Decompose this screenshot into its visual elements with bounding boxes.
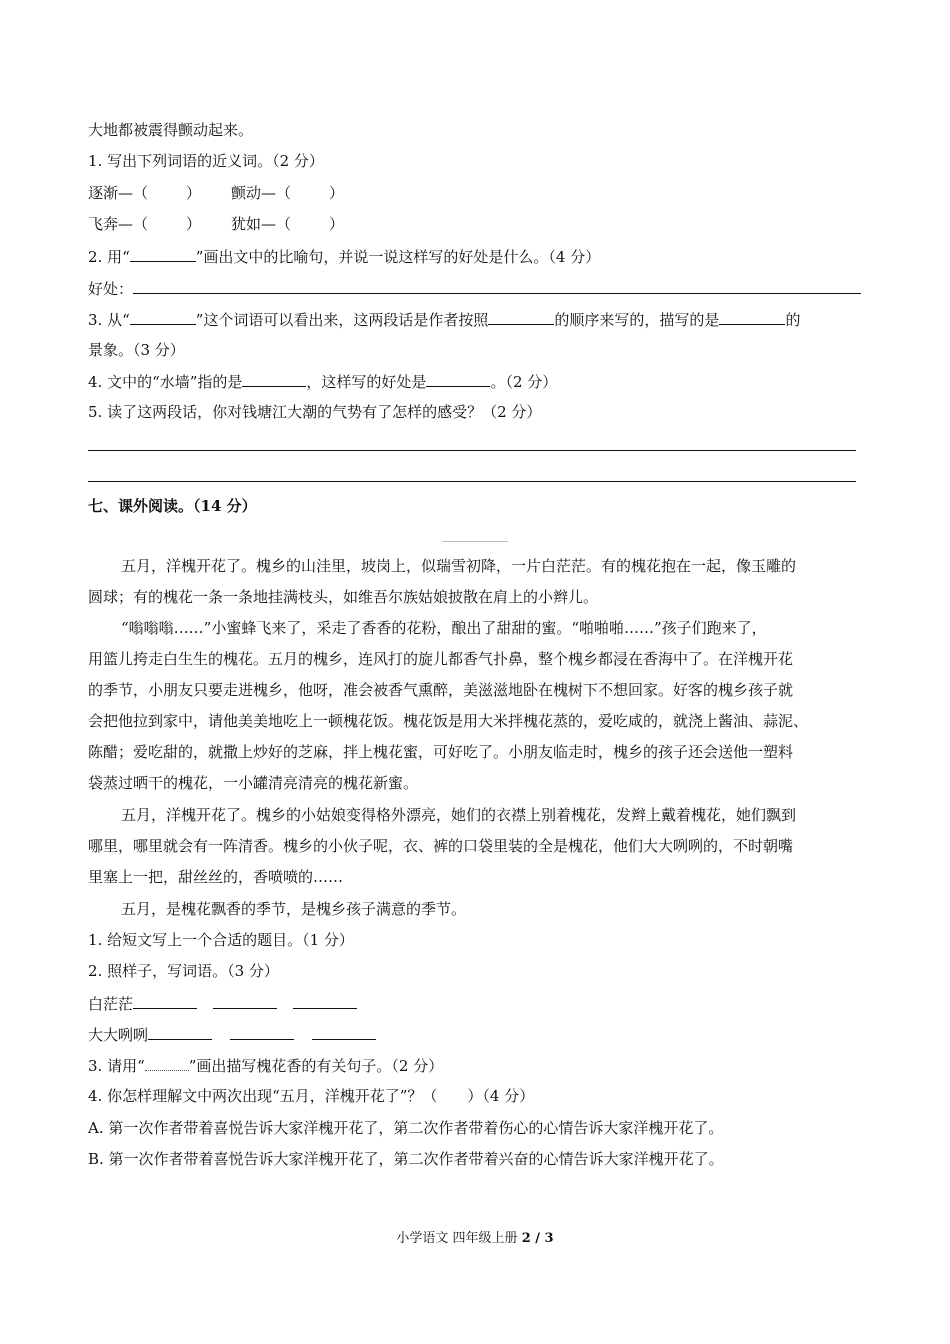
passage-end-line: 大地都被震得颤动起来。 [88,121,254,139]
question-7-1: 1. 给短文写上一个合适的题目。（1 分） [88,931,354,949]
synonym-row-1: 逐渐—（ ） 颤动—（ ） [88,184,345,202]
question-7-2: 2. 照样子，写词语。（3 分） [88,962,279,980]
passage-line: 五月，洋槐开花了。槐乡的山洼里，坡岗上，似瑞雪初降，一片白茫茫。有的槐花抱在一起，像玉雕的 [121,557,797,575]
question-6-5: 5. 读了这两段话，你对钱塘江大潮的气势有了怎样的感受？（2 分） [88,403,542,421]
question-6-2: 2. 用“ ”画出文中的比喻句，并说一说这样写的好处是什么。（4 分） [88,248,601,266]
answer-line[interactable] [88,481,856,482]
passage-line: 里塞上一把，甜丝丝的，香喷喷的…… [88,868,344,886]
answer-blank[interactable] [312,1024,376,1040]
option-a[interactable]: A. 第一次作者带着喜悦告诉大家洋槐开花了，第二次作者带着伤心的心情告诉大家洋槐开花了。 [88,1119,724,1137]
answer-blank[interactable] [133,993,197,1009]
passage-line: 哪里，哪里就会有一阵清香。槐乡的小伙子呢，衣、裤的口袋里装的全是槐花，他们大大咧咧的，不时朝嘴 [88,837,794,855]
passage-line: 的季节，小朋友只要走进槐乡，他呀，准会被香气熏醉，美滋滋地卧在槐树下不想回家。好客的槐乡孩子就 [88,681,794,699]
answer-line[interactable] [88,450,856,451]
answer-blank[interactable] [488,309,554,325]
passage-line: 袋蒸过晒干的槐花，一小罐清亮清亮的槐花新蜜。 [88,774,419,792]
wavy-underline-sample [145,1055,189,1071]
answer-line-benefit: 好处： [88,278,861,299]
answer-blank[interactable] [230,1024,294,1040]
answer-blank[interactable] [719,309,785,325]
passage-line: 陈醋；爱吃甜的，就撒上炒好的芝麻，拌上槐花蜜，可好吃了。小朋友临走时，槐乡的孩子还会送他一塑料 [88,743,794,761]
section-7-heading: 七、课外阅读。（14 分） [88,497,257,515]
passage-line: 圆球；有的槐花一条一条地挂满枝头，如维吾尔族姑娘披散在肩上的小辫儿。 [88,588,599,606]
answer-blank[interactable] [148,1024,212,1040]
question-6-3: 3. 从“ ”这个词语可以看出来，这两段话是作者按照 的顺序来写的，描写的是 的 [88,311,801,329]
answer-blank[interactable] [213,993,277,1009]
passage-line: 会把他拉到家中，请他美美地吃上一顿槐花饭。槐花饭是用大米拌槐花蒸的，爱吃咸的，就浇上酱油、蒜泥、 [88,712,809,730]
answer-blank[interactable] [426,371,490,387]
answer-blank[interactable] [133,278,861,294]
word-example-row-2: 大大咧咧 [88,1024,376,1045]
passage-line: 五月，洋槐开花了。槐乡的小姑娘变得格外漂亮，她们的衣襟上别着槐花，发辫上戴着槐花，她们飘到 [121,806,797,824]
synonym-row-2: 飞奔—（ ） 犹如—（ ） [88,215,345,233]
underline-sample [130,246,196,262]
passage-line: “嗡嗡嗡……”小蜜蜂飞来了，采走了香香的花粉，酿出了甜甜的蜜。“啪啪啪……”孩子们跑来了， [121,619,767,637]
footer-label: 小学语文 四年级上册 [396,1231,518,1246]
title-blank[interactable] [442,541,508,542]
passage-line: 五月，是槐花飘香的季节，是槐乡孩子满意的季节。 [121,900,467,918]
page-footer [0,1227,950,1246]
question-6-4: 4. 文中的“水墙”指的是 ，这样写的好处是 。（2 分） [88,373,558,391]
question-6-1: 1. 写出下列词语的近义词。（2 分） [88,152,324,170]
word-example-row-1: 白茫茫 [88,993,357,1014]
answer-blank[interactable] [242,371,306,387]
answer-blank[interactable] [130,309,196,325]
passage-line: 用篮儿挎走白生生的槐花。五月的槐乡，连风打的旋儿都香气扑鼻，整个槐乡都浸在香海中了。在洋槐开花 [88,650,794,668]
question-7-4: 4. 你怎样理解文中两次出现“五月，洋槐开花了”？（ ）（4 分） [88,1087,535,1105]
question-7-3: 3. 请用“ ”画出描写槐花香的有关句子。（2 分） [88,1057,444,1075]
answer-blank[interactable] [293,993,357,1009]
page-number: 2 / 3 [521,1231,554,1246]
option-b[interactable]: B. 第一次作者带着喜悦告诉大家洋槐开花了，第二次作者带着兴奋的心情告诉大家洋槐开花了。 [88,1150,724,1168]
question-6-3-cont: 景象。（3 分） [88,341,185,359]
